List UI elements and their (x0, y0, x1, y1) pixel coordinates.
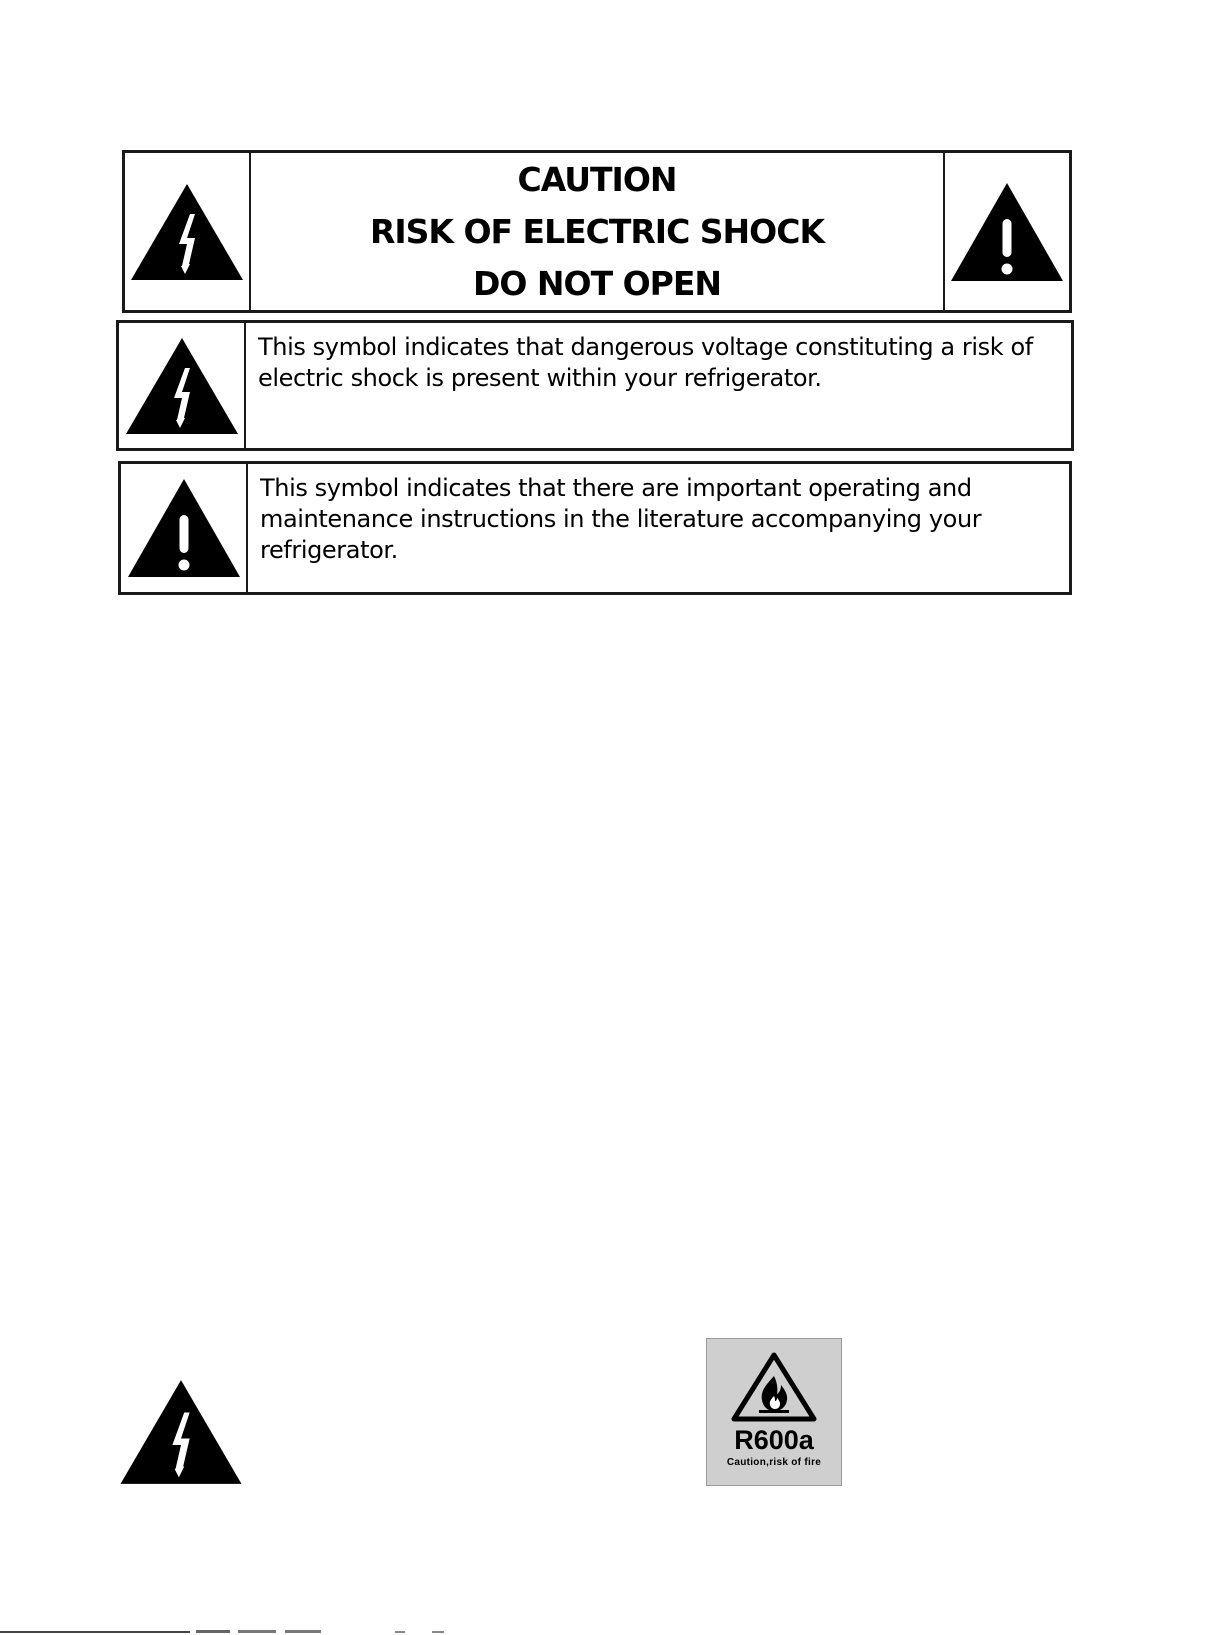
lightning-warning-icon (124, 336, 240, 436)
voltage-description-line2: electric shock is present within your refrigerator. (258, 364, 822, 392)
lightning-warning-icon (129, 182, 245, 282)
instructions-icon-cell (121, 464, 248, 592)
exclamation-warning-icon (126, 477, 242, 579)
fire-warning-icon (731, 1352, 817, 1422)
caution-right-icon-cell (943, 153, 1069, 310)
bottom-edge-marks (0, 1628, 1225, 1635)
instructions-symbol-box (118, 461, 1072, 595)
instructions-description (248, 464, 1069, 592)
lightning-warning-icon (118, 1378, 244, 1486)
voltage-icon-cell (119, 323, 246, 448)
instructions-description-line3: refrigerator. (260, 536, 398, 564)
caution-title: CAUTION (517, 159, 677, 199)
exclamation-warning-icon (949, 181, 1065, 283)
r600a-caption: Caution,risk of fire (726, 1457, 822, 1468)
caution-risk-line: RISK OF ELECTRIC SHOCK (369, 211, 825, 251)
r600a-fire-label (706, 1338, 842, 1486)
caution-left-icon-cell (125, 153, 251, 310)
instructions-description-line2: maintenance instructions in the literature accompanying your (260, 505, 982, 533)
caution-do-not-open-line: DO NOT OPEN (472, 263, 721, 303)
caution-header-box (122, 150, 1072, 313)
voltage-description (246, 323, 1071, 448)
r600a-code: R600a (734, 1425, 814, 1455)
voltage-description-line1: This symbol indicates that dangerous voltage constituting a risk of (258, 333, 1033, 361)
caution-text (251, 153, 943, 310)
voltage-symbol-box (116, 320, 1074, 451)
instructions-description-line1: This symbol indicates that there are important operating and (260, 474, 972, 502)
